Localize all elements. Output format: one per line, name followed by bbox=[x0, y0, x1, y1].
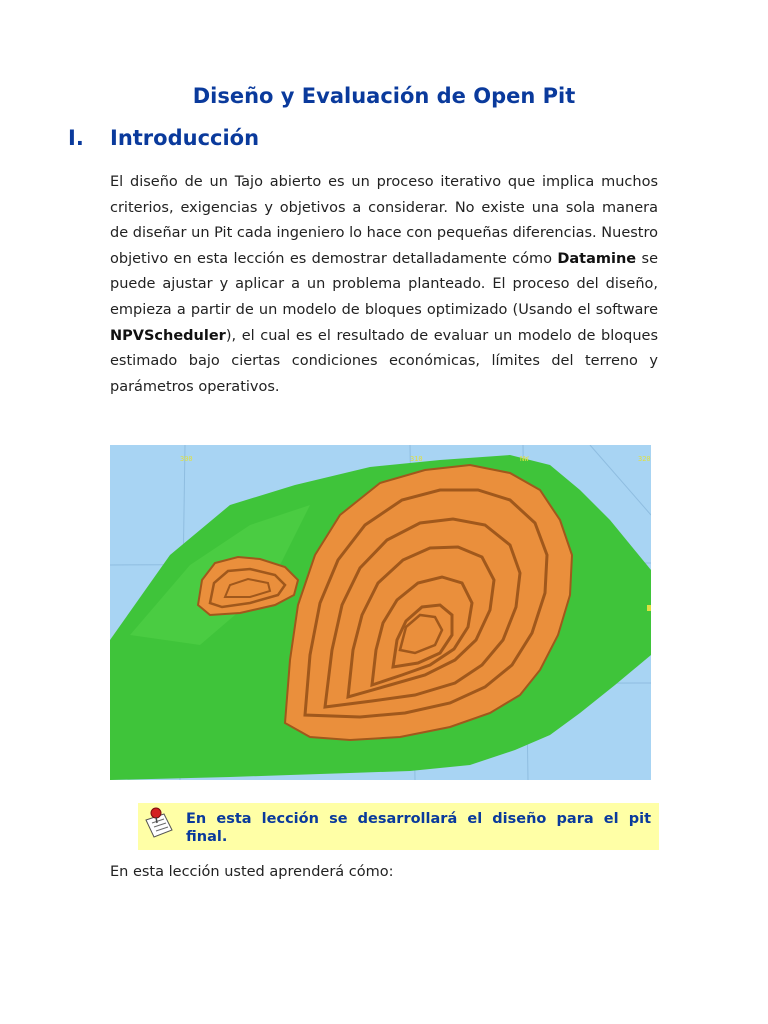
intro-text-3: ), el cual es el resultado de evaluar un modelo de bloques estimado bajo ciertas condiciones económicas, límites del terreno y parámetros operativos. bbox=[110, 327, 658, 395]
closing-line: En esta lección usted aprenderá cómo: bbox=[110, 864, 394, 880]
open-pit-figure bbox=[110, 445, 651, 780]
axis-label-nw: NW bbox=[520, 455, 529, 463]
npvscheduler-term: NPVScheduler bbox=[110, 327, 226, 344]
note-text: En esta lección se desarrollará el diseño para el pit final. bbox=[186, 811, 651, 845]
open-pit-3d-image bbox=[110, 445, 651, 780]
intro-text-1: El diseño de un Tajo abierto es un proceso iterativo que implica muchos criterios, exigencias y objetivos a considerar. No existe una sola manera de diseñar un Pit cada ingeniero lo hace con pequeñas diferencias. Nuestro objetivo en esta lección es demostrar detalladamente cómo bbox=[110, 174, 658, 267]
section-number: I. bbox=[68, 126, 84, 150]
intro-paragraph bbox=[110, 170, 658, 400]
document-title: Diseño y Evaluación de Open Pit bbox=[192, 84, 576, 108]
section-heading bbox=[68, 126, 259, 150]
axis-label-300: 300 bbox=[180, 455, 193, 463]
axis-label-320: 320 bbox=[638, 455, 651, 463]
section-title: Introducción bbox=[110, 126, 260, 150]
axis-label-310: 310 bbox=[410, 455, 423, 463]
note-box bbox=[138, 803, 659, 850]
intro-text-2: se puede ajustar y aplicar a un problema planteado. El proceso del diseño, empieza a partir de un modelo de bloques optimizado (Usando el software bbox=[110, 250, 658, 318]
axis-marker bbox=[647, 605, 651, 611]
notepad-pushpin-icon bbox=[142, 806, 176, 840]
datamine-term: Datamine bbox=[557, 250, 637, 267]
